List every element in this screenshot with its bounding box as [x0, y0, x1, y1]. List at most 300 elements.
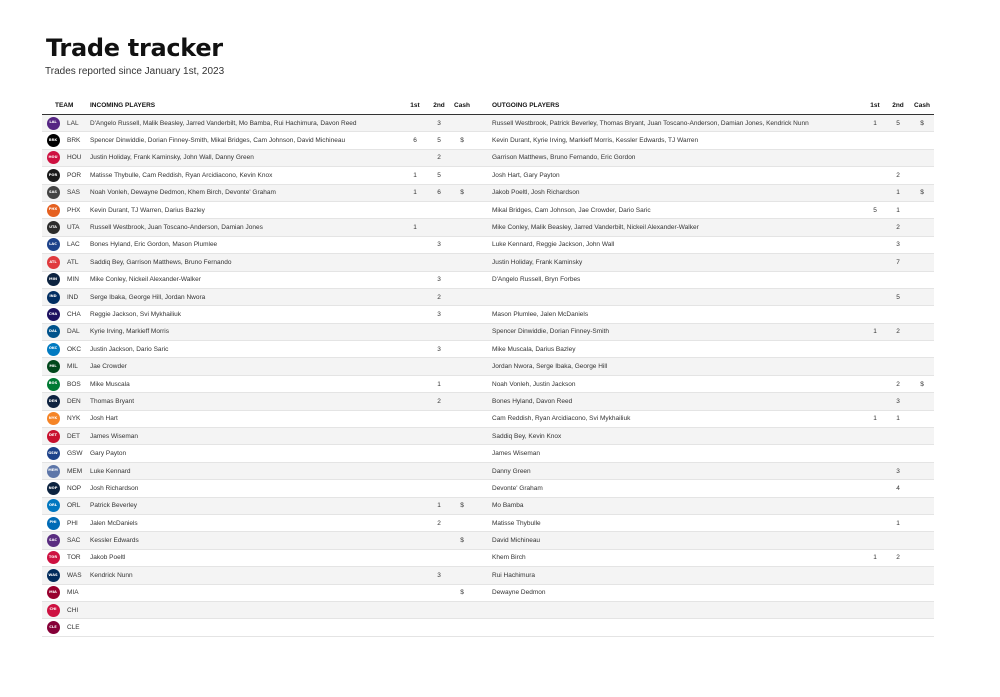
team-cell: CHA	[67, 310, 81, 318]
table-row	[42, 585, 934, 602]
incoming-players-cell	[90, 619, 410, 635]
pacers-logo-icon: IND	[47, 291, 60, 304]
outgoing-players-cell	[492, 289, 872, 305]
lakers-logo-icon: LAL	[47, 117, 60, 130]
incoming-second-round-cell	[430, 202, 448, 218]
team-logo-cell	[44, 585, 62, 601]
incoming-cash-cell	[453, 254, 471, 270]
incoming-second-round-cell	[430, 585, 448, 601]
incoming-players-cell: Justin Jackson, Dario Saric	[90, 345, 169, 353]
team-logo-cell	[44, 567, 62, 583]
incoming-players-cell: Serge Ibaka, George Hill, Jordan Nwora	[90, 293, 206, 301]
incoming-second-round-cell	[430, 602, 448, 618]
incoming-second-round-cell: 3	[437, 241, 441, 249]
table-row	[42, 619, 934, 636]
outgoing-players-cell: Mike Conley, Malik Beasley, Jarred Vanderbilt, Nickeil Alexander-Walker	[492, 224, 699, 232]
incoming-cash-cell	[453, 376, 471, 392]
incoming-cash-cell	[453, 428, 471, 444]
incoming-players-cell: Jakob Poeltl	[90, 554, 126, 562]
outgoing-cash-cell	[912, 289, 932, 305]
outgoing-players-cell: Matisse Thybulle	[492, 519, 541, 527]
incoming-second-round-cell	[430, 254, 448, 270]
suns-logo-icon: PHX	[47, 204, 60, 217]
incoming-cash-cell: $	[460, 537, 464, 545]
outgoing-first-round-cell	[866, 185, 884, 201]
outgoing-first-round-cell	[866, 376, 884, 392]
outgoing-first-round-cell	[866, 272, 884, 288]
incoming-first-round-cell	[406, 289, 424, 305]
incoming-players-cell: D'Angelo Russell, Malik Beasley, Jarred Vanderbilt, Mo Bamba, Rui Hachimura, Davon Reed	[90, 119, 357, 127]
table-row	[42, 376, 934, 393]
incoming-second-round-cell: 3	[437, 276, 441, 284]
outgoing-second-round-cell: 7	[896, 258, 900, 266]
incoming-first-round-cell	[406, 341, 424, 357]
outgoing-first-round-cell: 1	[873, 415, 877, 423]
kings-logo-icon: SAC	[47, 534, 60, 547]
team-logo-cell	[44, 167, 62, 183]
outgoing-second-round-cell: 1	[896, 415, 900, 423]
incoming-cash-cell	[453, 115, 471, 131]
team-cell: MIA	[67, 589, 79, 597]
team-cell: CHI	[67, 606, 79, 614]
incoming-players-cell: Mike Muscala	[90, 380, 130, 388]
outgoing-players-cell: Mikal Bridges, Cam Johnson, Jae Crowder, Dario Saric	[492, 206, 651, 214]
table-row	[42, 202, 934, 219]
team-logo-cell	[44, 202, 62, 218]
incoming-first-round-cell: 1	[413, 189, 417, 197]
table-row	[42, 602, 934, 619]
incoming-cash-cell	[453, 167, 471, 183]
outgoing-second-round-cell	[889, 358, 907, 374]
incoming-players-cell: Bones Hyland, Eric Gordon, Mason Plumlee	[90, 241, 218, 249]
outgoing-players-cell: Noah Vonleh, Justin Jackson	[492, 380, 576, 388]
incoming-first-round-cell	[406, 532, 424, 548]
incoming-cash-cell	[453, 237, 471, 253]
incoming-players-cell: Gary Payton	[90, 450, 127, 458]
outgoing-first-round-cell	[866, 567, 884, 583]
outgoing-players-cell: Luke Kennard, Reggie Jackson, John Wall	[492, 241, 615, 249]
team-logo-cell	[44, 358, 62, 374]
team-logo-cell	[44, 428, 62, 444]
team-logo-cell	[44, 498, 62, 514]
timberwolves-logo-icon: MIN	[47, 273, 60, 286]
incoming-first-round-cell	[406, 376, 424, 392]
incoming-first-round-cell	[406, 150, 424, 166]
team-cell: ATL	[67, 258, 79, 266]
outgoing-first-round-cell: 5	[873, 206, 877, 214]
incoming-players-cell	[90, 585, 410, 601]
incoming-second-round-cell	[430, 411, 448, 427]
outgoing-players-cell: Spencer Dinwiddie, Dorian Finney-Smith	[492, 328, 610, 336]
incoming-first-round-cell	[406, 602, 424, 618]
outgoing-first-round-cell: 1	[873, 328, 877, 336]
incoming-second-round-cell: 3	[437, 571, 441, 579]
outgoing-players-cell: Russell Westbrook, Patrick Beverley, Thomas Bryant, Juan Toscano-Anderson, Damian Jones, Kendrick Nunn	[492, 119, 809, 127]
team-logo-cell	[44, 463, 62, 479]
outgoing-first-round-cell	[866, 463, 884, 479]
outgoing-second-round-cell	[889, 341, 907, 357]
incoming-second-round-cell	[430, 480, 448, 496]
table-row	[42, 254, 934, 271]
outgoing-first-round-cell	[866, 498, 884, 514]
outgoing-first-round-cell	[866, 602, 884, 618]
trail-blazers-logo-icon: POR	[47, 169, 60, 182]
outgoing-first-round-cell	[866, 515, 884, 531]
outgoing-players-cell: Cam Reddish, Ryan Arcidiacono, Svi Mykhailiuk	[492, 415, 631, 423]
incoming-players-cell: Matisse Thybulle, Cam Reddish, Ryan Arcidiacono, Kevin Knox	[90, 171, 273, 179]
incoming-second-round-cell: 3	[437, 345, 441, 353]
team-cell: DAL	[67, 328, 80, 336]
header-outgoing: OUTGOING PLAYERS	[492, 102, 560, 109]
team-logo-cell	[44, 411, 62, 427]
team-logo-cell	[44, 341, 62, 357]
outgoing-second-round-cell	[889, 567, 907, 583]
table-row	[42, 272, 934, 289]
incoming-first-round-cell	[406, 498, 424, 514]
outgoing-second-round-cell	[889, 532, 907, 548]
incoming-second-round-cell: 2	[437, 519, 441, 527]
incoming-players-cell: Kendrick Nunn	[90, 571, 133, 579]
outgoing-players-cell	[492, 602, 872, 618]
outgoing-cash-cell	[912, 463, 932, 479]
outgoing-players-cell: Dewayne Dedmon	[492, 589, 546, 597]
outgoing-cash-cell	[912, 219, 932, 235]
incoming-second-round-cell	[430, 324, 448, 340]
table-row	[42, 324, 934, 341]
incoming-second-round-cell: 6	[437, 189, 441, 197]
team-cell: SAS	[67, 189, 81, 197]
outgoing-first-round-cell	[866, 585, 884, 601]
team-cell: LAL	[67, 119, 79, 127]
outgoing-cash-cell	[912, 567, 932, 583]
outgoing-second-round-cell	[889, 306, 907, 322]
outgoing-players-cell: Josh Hart, Gary Payton	[492, 171, 560, 179]
team-cell: UTA	[67, 224, 80, 232]
incoming-players-cell: Thomas Bryant	[90, 397, 135, 405]
team-cell: LAC	[67, 241, 80, 249]
outgoing-first-round-cell	[866, 289, 884, 305]
outgoing-first-round-cell	[866, 480, 884, 496]
outgoing-cash-cell	[912, 411, 932, 427]
incoming-second-round-cell: 2	[437, 397, 441, 405]
outgoing-cash-cell	[912, 237, 932, 253]
incoming-second-round-cell	[430, 463, 448, 479]
outgoing-second-round-cell	[889, 602, 907, 618]
outgoing-players-cell: Mike Muscala, Darius Bazley	[492, 345, 576, 353]
incoming-first-round-cell	[406, 237, 424, 253]
outgoing-cash-cell	[912, 428, 932, 444]
table-row	[42, 445, 934, 462]
outgoing-cash-cell	[912, 150, 932, 166]
incoming-cash-cell	[453, 619, 471, 635]
table-row	[42, 167, 934, 184]
incoming-players-cell: Kessler Edwards	[90, 537, 139, 545]
knicks-logo-icon: NYK	[47, 412, 60, 425]
incoming-players-cell: Josh Hart	[90, 415, 118, 423]
incoming-first-round-cell	[406, 393, 424, 409]
team-logo-cell	[44, 115, 62, 131]
outgoing-second-round-cell: 1	[896, 519, 900, 527]
table-row	[42, 341, 934, 358]
outgoing-players-cell: Khem Birch	[492, 554, 526, 562]
rockets-logo-icon: HOU	[47, 151, 60, 164]
page-title: Trade tracker	[46, 34, 223, 62]
pistons-logo-icon: DET	[47, 430, 60, 443]
incoming-players-cell: Russell Westbrook, Juan Toscano-Anderson, Damian Jones	[90, 224, 263, 232]
team-cell: MIN	[67, 276, 79, 284]
team-cell: ORL	[67, 502, 81, 510]
spurs-logo-icon: SAS	[47, 186, 60, 199]
incoming-cash-cell	[453, 272, 471, 288]
incoming-first-round-cell	[406, 428, 424, 444]
incoming-cash-cell	[453, 306, 471, 322]
incoming-first-round-cell	[406, 515, 424, 531]
warriors-logo-icon: GSW	[47, 447, 60, 460]
outgoing-cash-cell	[912, 132, 932, 148]
outgoing-players-cell: James Wiseman	[492, 450, 541, 458]
outgoing-players-cell: Danny Green	[492, 467, 531, 475]
team-logo-cell	[44, 619, 62, 635]
incoming-first-round-cell	[406, 463, 424, 479]
team-cell: IND	[67, 293, 79, 301]
incoming-cash-cell	[453, 358, 471, 374]
jazz-logo-icon: UTA	[47, 221, 60, 234]
team-cell: TOR	[67, 554, 81, 562]
table-row	[42, 289, 934, 306]
header-out-first: 1st	[870, 102, 880, 109]
incoming-first-round-cell: 1	[413, 171, 417, 179]
incoming-cash-cell	[453, 445, 471, 461]
outgoing-players-cell: Bones Hyland, Davon Reed	[492, 397, 573, 405]
team-logo-cell	[44, 306, 62, 322]
incoming-first-round-cell	[406, 306, 424, 322]
outgoing-second-round-cell	[889, 150, 907, 166]
incoming-second-round-cell	[430, 358, 448, 374]
table-row	[42, 428, 934, 445]
team-cell: OKC	[67, 345, 82, 353]
incoming-second-round-cell	[430, 428, 448, 444]
outgoing-second-round-cell	[889, 272, 907, 288]
team-cell: DEN	[67, 397, 81, 405]
team-logo-cell	[44, 219, 62, 235]
team-logo-cell	[44, 376, 62, 392]
incoming-cash-cell	[453, 480, 471, 496]
team-logo-cell	[44, 515, 62, 531]
incoming-players-cell: James Wiseman	[90, 432, 139, 440]
table-row	[42, 150, 934, 167]
incoming-cash-cell	[453, 411, 471, 427]
incoming-second-round-cell: 3	[437, 310, 441, 318]
outgoing-first-round-cell	[866, 532, 884, 548]
outgoing-players-cell: Saddiq Bey, Kevin Knox	[492, 432, 562, 440]
incoming-players-cell: Josh Richardson	[90, 484, 139, 492]
outgoing-second-round-cell: 2	[896, 328, 900, 336]
incoming-cash-cell: $	[460, 502, 464, 510]
table-row	[42, 237, 934, 254]
incoming-cash-cell: $	[460, 589, 464, 597]
incoming-players-cell	[90, 602, 410, 618]
table-row	[42, 185, 934, 202]
table-row	[42, 515, 934, 532]
outgoing-first-round-cell	[866, 167, 884, 183]
incoming-cash-cell	[453, 219, 471, 235]
team-cell: NYK	[67, 415, 81, 423]
outgoing-first-round-cell: 1	[873, 119, 877, 127]
incoming-second-round-cell	[430, 532, 448, 548]
outgoing-second-round-cell	[889, 498, 907, 514]
incoming-second-round-cell	[430, 445, 448, 461]
outgoing-first-round-cell	[866, 150, 884, 166]
incoming-second-round-cell	[430, 619, 448, 635]
team-logo-cell	[44, 393, 62, 409]
team-logo-cell	[44, 132, 62, 148]
outgoing-players-cell: D'Angelo Russell, Bryn Forbes	[492, 276, 581, 284]
hornets-logo-icon: CHA	[47, 308, 60, 321]
outgoing-cash-cell	[912, 202, 932, 218]
incoming-players-cell: Kyrie Irving, Markieff Morris	[90, 328, 169, 336]
outgoing-players-cell: Mason Plumlee, Jalen McDaniels	[492, 310, 589, 318]
outgoing-players-cell: Kevin Durant, Kyrie Irving, Markieff Morris, Kessler Edwards, TJ Warren	[492, 137, 699, 145]
team-cell: NOP	[67, 484, 82, 492]
magic-logo-icon: ORL	[47, 499, 60, 512]
incoming-players-cell: Jae Crowder	[90, 363, 127, 371]
outgoing-players-cell: Garrison Matthews, Bruno Fernando, Eric Gordon	[492, 154, 636, 162]
outgoing-first-round-cell	[866, 219, 884, 235]
incoming-players-cell: Saddiq Bey, Garrison Matthews, Bruno Fernando	[90, 258, 232, 266]
outgoing-first-round-cell	[866, 428, 884, 444]
outgoing-cash-cell	[912, 498, 932, 514]
outgoing-second-round-cell: 5	[896, 293, 900, 301]
table-row	[42, 115, 934, 132]
table-row	[42, 393, 934, 410]
outgoing-second-round-cell: 2	[896, 554, 900, 562]
table-row	[42, 480, 934, 497]
team-logo-cell	[44, 480, 62, 496]
header-incoming: INCOMING PLAYERS	[90, 102, 156, 109]
team-logo-cell	[44, 532, 62, 548]
team-cell: PHI	[67, 519, 78, 527]
incoming-players-cell: Mike Conley, Nickeil Alexander-Walker	[90, 276, 201, 284]
outgoing-cash-cell	[912, 515, 932, 531]
table-row	[42, 550, 934, 567]
team-logo-cell	[44, 150, 62, 166]
outgoing-cash-cell	[912, 358, 932, 374]
incoming-first-round-cell	[406, 445, 424, 461]
team-logo-cell	[44, 237, 62, 253]
outgoing-players-cell: David Michineau	[492, 537, 541, 545]
outgoing-second-round-cell: 2	[896, 380, 900, 388]
incoming-first-round-cell	[406, 567, 424, 583]
incoming-players-cell: Spencer Dinwiddie, Dorian Finney-Smith, Mikal Bridges, Cam Johnson, David Michineau	[90, 137, 346, 145]
pelicans-logo-icon: NOP	[47, 482, 60, 495]
header-in-first: 1st	[410, 102, 420, 109]
outgoing-first-round-cell	[866, 341, 884, 357]
incoming-second-round-cell: 2	[437, 293, 441, 301]
clippers-logo-icon: LAC	[47, 238, 60, 251]
outgoing-first-round-cell	[866, 358, 884, 374]
outgoing-second-round-cell: 3	[896, 467, 900, 475]
incoming-cash-cell: $	[460, 189, 464, 197]
grizzlies-logo-icon: MEM	[47, 465, 60, 478]
table-row	[42, 219, 934, 236]
outgoing-players-cell: Jakob Poeltl, Josh Richardson	[492, 189, 580, 197]
incoming-second-round-cell: 1	[437, 380, 441, 388]
outgoing-cash-cell	[912, 306, 932, 322]
incoming-cash-cell	[453, 463, 471, 479]
mavericks-logo-icon: DAL	[47, 325, 60, 338]
outgoing-second-round-cell: 1	[896, 189, 900, 197]
table-row	[42, 532, 934, 549]
outgoing-players-cell	[492, 619, 872, 635]
outgoing-cash-cell	[912, 341, 932, 357]
team-logo-cell	[44, 445, 62, 461]
outgoing-cash-cell	[912, 393, 932, 409]
incoming-first-round-cell: 6	[413, 137, 417, 145]
outgoing-second-round-cell: 4	[896, 484, 900, 492]
outgoing-cash-cell: $	[920, 119, 924, 127]
team-logo-cell	[44, 324, 62, 340]
hawks-logo-icon: ATL	[47, 256, 60, 269]
incoming-first-round-cell	[406, 272, 424, 288]
outgoing-first-round-cell	[866, 132, 884, 148]
table-row	[42, 498, 934, 515]
trade-table	[42, 97, 934, 637]
incoming-players-cell: Patrick Beverley	[90, 502, 137, 510]
outgoing-cash-cell	[912, 480, 932, 496]
incoming-cash-cell	[453, 289, 471, 305]
outgoing-second-round-cell: 1	[896, 206, 900, 214]
header-out-second: 2nd	[892, 102, 904, 109]
team-cell: BRK	[67, 137, 81, 145]
team-logo-cell	[44, 185, 62, 201]
team-cell: PHX	[67, 206, 81, 214]
table-row	[42, 463, 934, 480]
nets-logo-icon: BRK	[47, 134, 60, 147]
incoming-cash-cell	[453, 602, 471, 618]
incoming-cash-cell	[453, 393, 471, 409]
outgoing-players-cell: Rui Hachimura	[492, 571, 535, 579]
incoming-first-round-cell	[406, 411, 424, 427]
outgoing-players-cell: Devonte' Graham	[492, 484, 543, 492]
outgoing-cash-cell	[912, 272, 932, 288]
header-team: TEAM	[55, 102, 74, 109]
nuggets-logo-icon: DEN	[47, 395, 60, 408]
table-row	[42, 567, 934, 584]
outgoing-second-round-cell	[889, 132, 907, 148]
outgoing-second-round-cell: 5	[896, 119, 900, 127]
outgoing-cash-cell: $	[920, 189, 924, 197]
incoming-players-cell: Luke Kennard	[90, 467, 131, 475]
incoming-first-round-cell: 1	[413, 224, 417, 232]
team-cell: POR	[67, 171, 82, 179]
outgoing-cash-cell	[912, 585, 932, 601]
incoming-first-round-cell	[406, 254, 424, 270]
incoming-cash-cell	[453, 202, 471, 218]
incoming-players-cell: Jalen McDaniels	[90, 519, 138, 527]
outgoing-players-cell: Jordan Nwora, Serge Ibaka, George Hill	[492, 363, 608, 371]
incoming-cash-cell	[453, 324, 471, 340]
team-cell: CLE	[67, 624, 80, 632]
table-header	[42, 97, 934, 115]
incoming-first-round-cell	[406, 324, 424, 340]
outgoing-second-round-cell	[889, 619, 907, 635]
outgoing-cash-cell	[912, 445, 932, 461]
outgoing-second-round-cell	[889, 445, 907, 461]
incoming-cash-cell: $	[460, 137, 464, 145]
celtics-logo-icon: BOS	[47, 378, 60, 391]
incoming-cash-cell	[453, 567, 471, 583]
team-logo-cell	[44, 550, 62, 566]
